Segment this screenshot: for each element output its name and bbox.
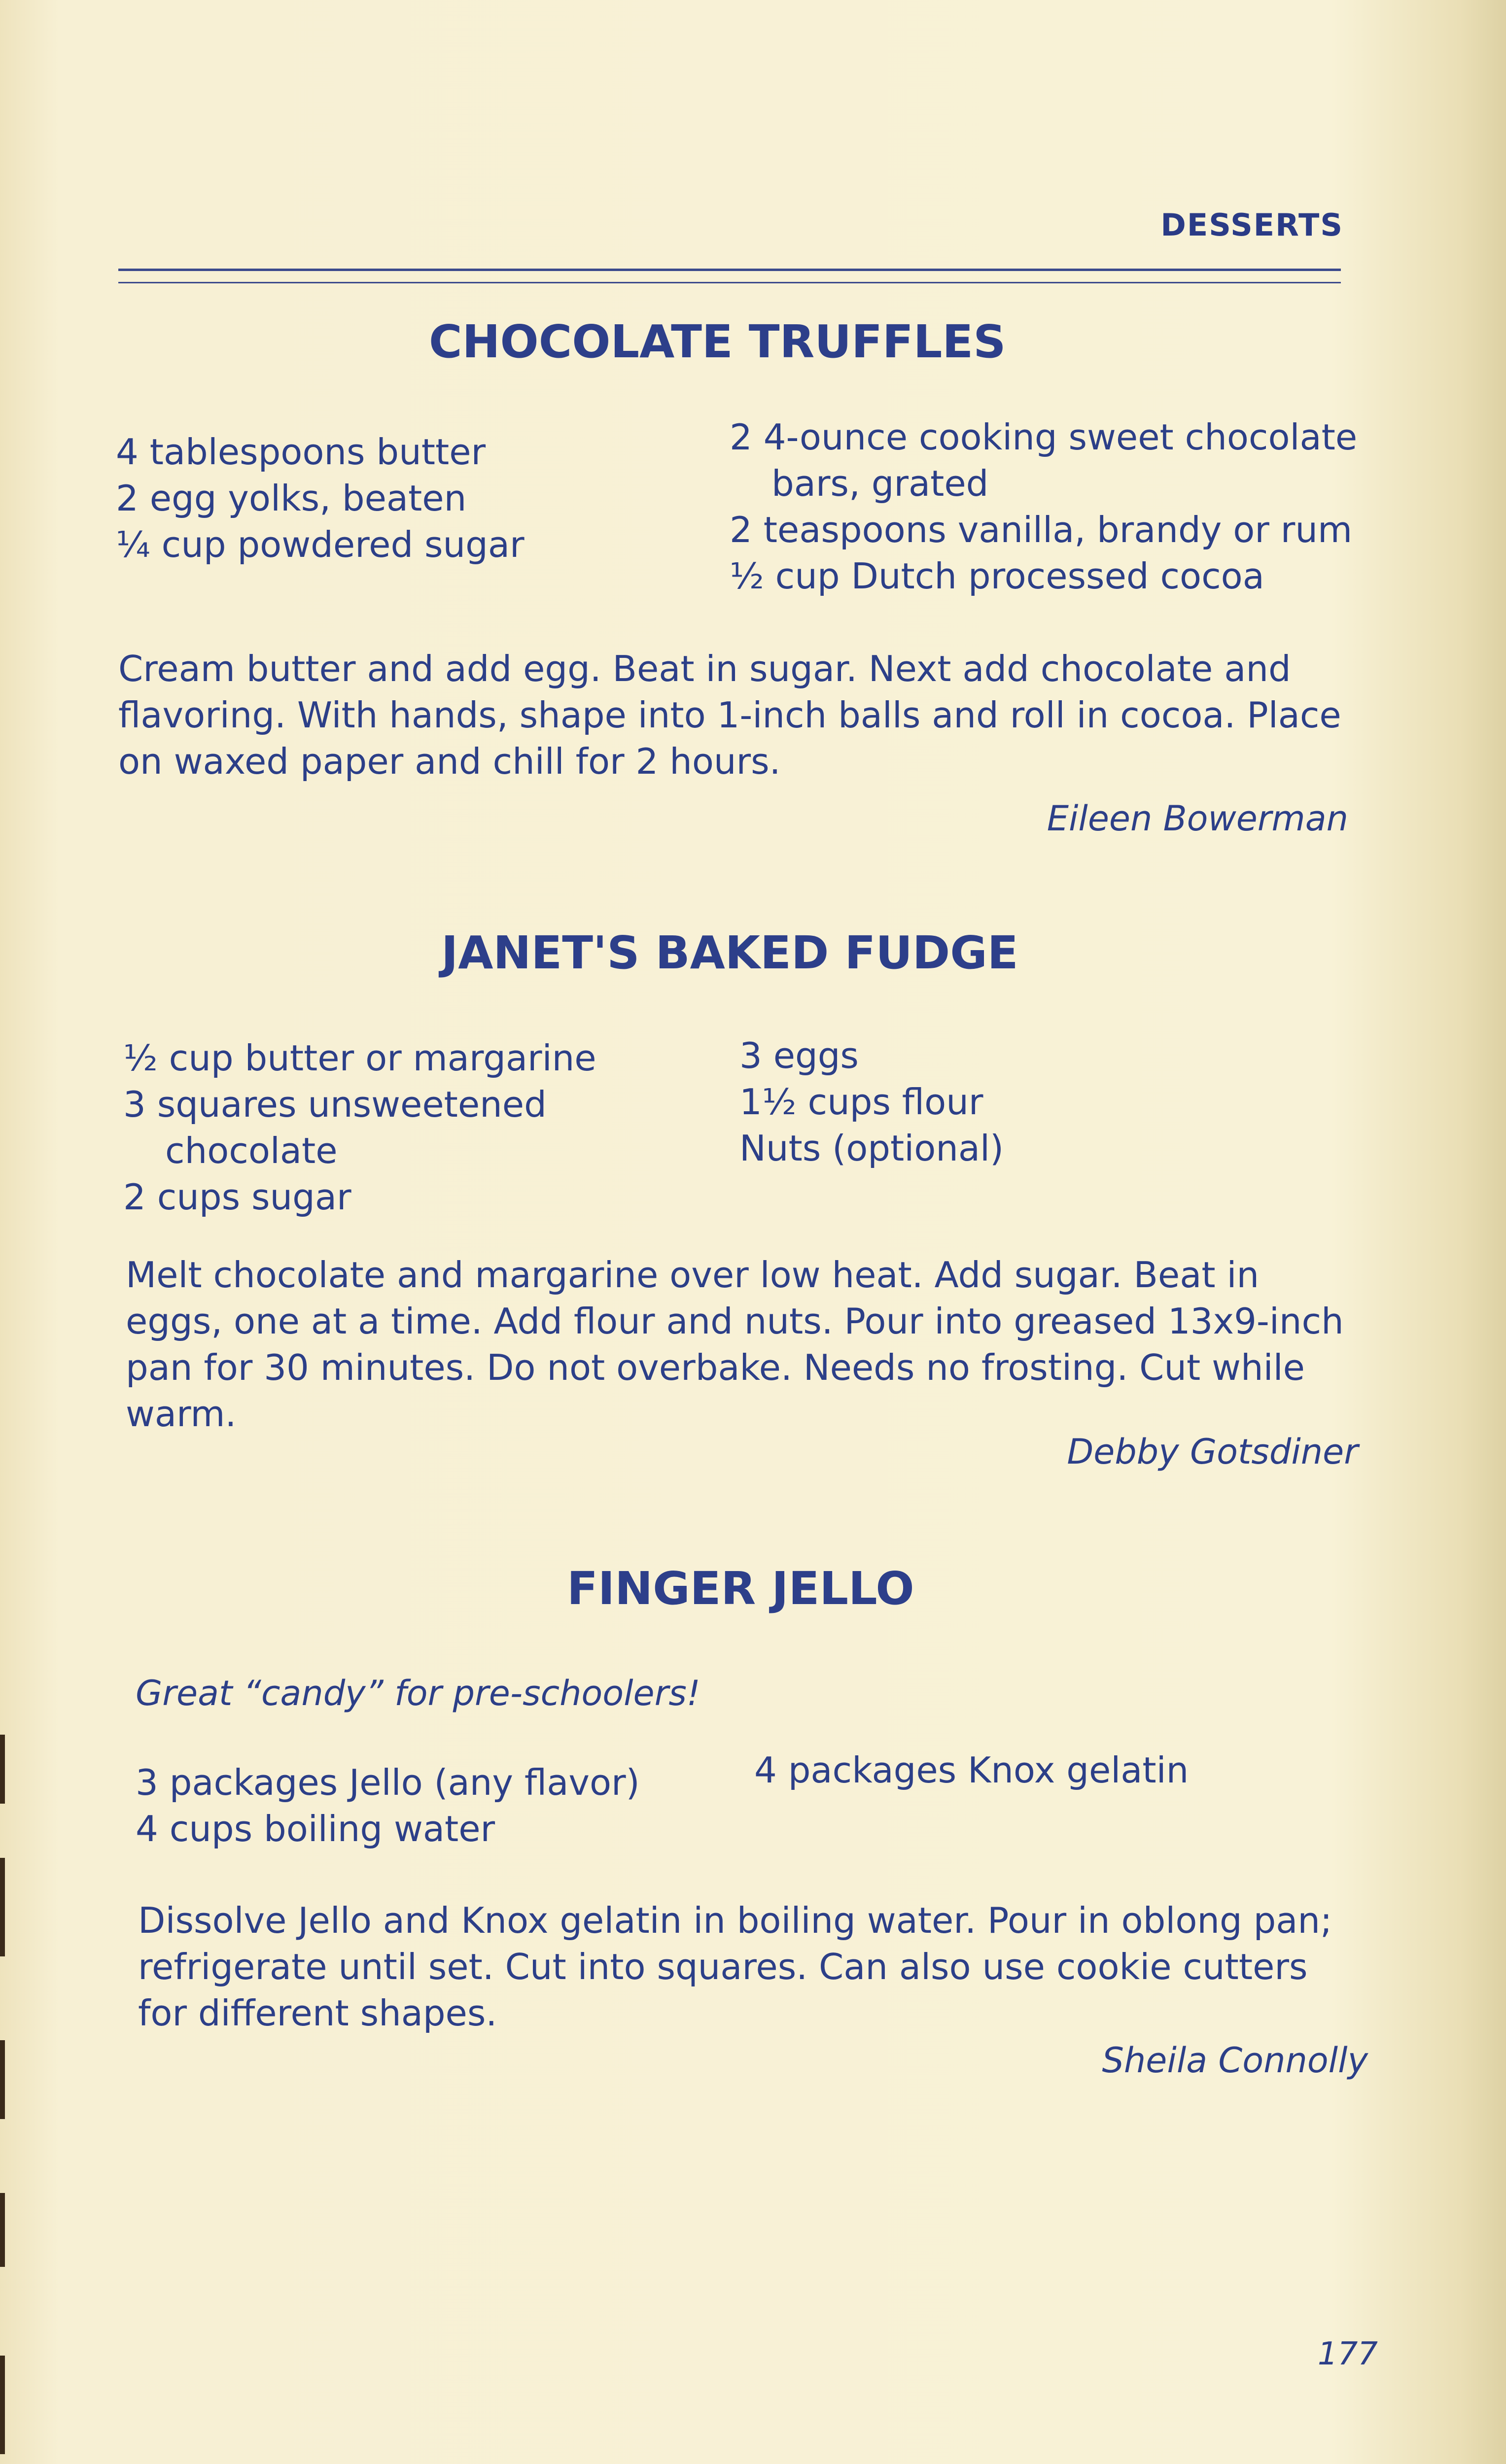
recipe-author: Debby Gotsdiner: [1067, 1432, 1358, 1472]
ingredients-left: [116, 429, 525, 568]
ingredient: 2 cups sugar: [123, 1176, 351, 1218]
header-rule: [118, 282, 1341, 283]
recipe-author: Sheila Connolly: [1102, 2040, 1368, 2081]
ingredient: ½ cup butter or margarine: [123, 1037, 596, 1079]
recipe-title: JANET'S BAKED FUDGE: [441, 926, 1018, 979]
binding-mark: [0, 1735, 5, 1804]
ingredient: 4 tablespoons butter: [116, 431, 486, 473]
ingredient: 1½ cups flour: [739, 1081, 983, 1123]
ingredient: ½ cup Dutch processed cocoa: [730, 555, 1264, 597]
binding-mark: [0, 2356, 5, 2454]
ingredients-left: [123, 1035, 596, 1220]
ingredients-left: [136, 1759, 640, 1852]
recipe-directions: Cream butter and add egg. Beat in sugar. Next add chocolate and flavoring. With hands, shape into 1-inch balls and roll in cocoa. Place on waxed paper and chill for 2 hours.: [118, 648, 1341, 782]
ingredient: bars, grated: [771, 463, 989, 504]
ingredient: 3 eggs: [739, 1035, 859, 1076]
ingredients-right: [730, 414, 1357, 599]
ingredient: 4 packages Knox gelatin: [754, 1749, 1189, 1791]
ingredients-right: [739, 1032, 1004, 1171]
ingredients-right: [754, 1747, 1189, 1793]
recipe-directions: Melt chocolate and margarine over low heat. Add sugar. Beat in eggs, one at a time. Add flour and nuts. Pour into greased 13x9-inch pan for 30 minutes. Do not overbake. Needs no frosting. Cut while warm.: [126, 1254, 1344, 1435]
binding-mark: [0, 2193, 5, 2267]
ingredient: 2 4-ounce cooking sweet chocolate: [730, 416, 1358, 458]
ingredient: 4 cups boiling water: [136, 1808, 495, 1849]
binding-mark: [0, 1858, 5, 1956]
recipe-title: FINGER JELLO: [567, 1562, 914, 1615]
page-number: 177: [1317, 2336, 1378, 2372]
ingredient: 2 egg yolks, beaten: [116, 478, 467, 519]
ingredient: 2 teaspoons vanilla, brandy or rum: [730, 509, 1353, 550]
recipe-title: CHOCOLATE TRUFFLES: [429, 315, 1006, 368]
ingredient: chocolate: [165, 1130, 338, 1171]
ingredient: ¼ cup powdered sugar: [116, 524, 525, 565]
recipe-author: Eileen Bowerman: [1047, 798, 1348, 839]
binding-mark: [0, 2040, 5, 2119]
ingredient: Nuts (optional): [739, 1128, 1004, 1169]
ingredient: 3 squares unsweetened: [123, 1084, 547, 1125]
section-header: DESSERTS: [1160, 207, 1343, 243]
recipe-intro: Great “candy” for pre-schoolers!: [136, 1673, 700, 1713]
recipe-directions: Dissolve Jello and Knox gelatin in boiling water. Pour in oblong pan; refrigerate until set. Cut into squares. Can also use cookie cutters for different shapes.: [138, 1900, 1332, 2034]
ingredient: 3 packages Jello (any flavor): [136, 1762, 640, 1803]
header-rule: [118, 269, 1341, 271]
